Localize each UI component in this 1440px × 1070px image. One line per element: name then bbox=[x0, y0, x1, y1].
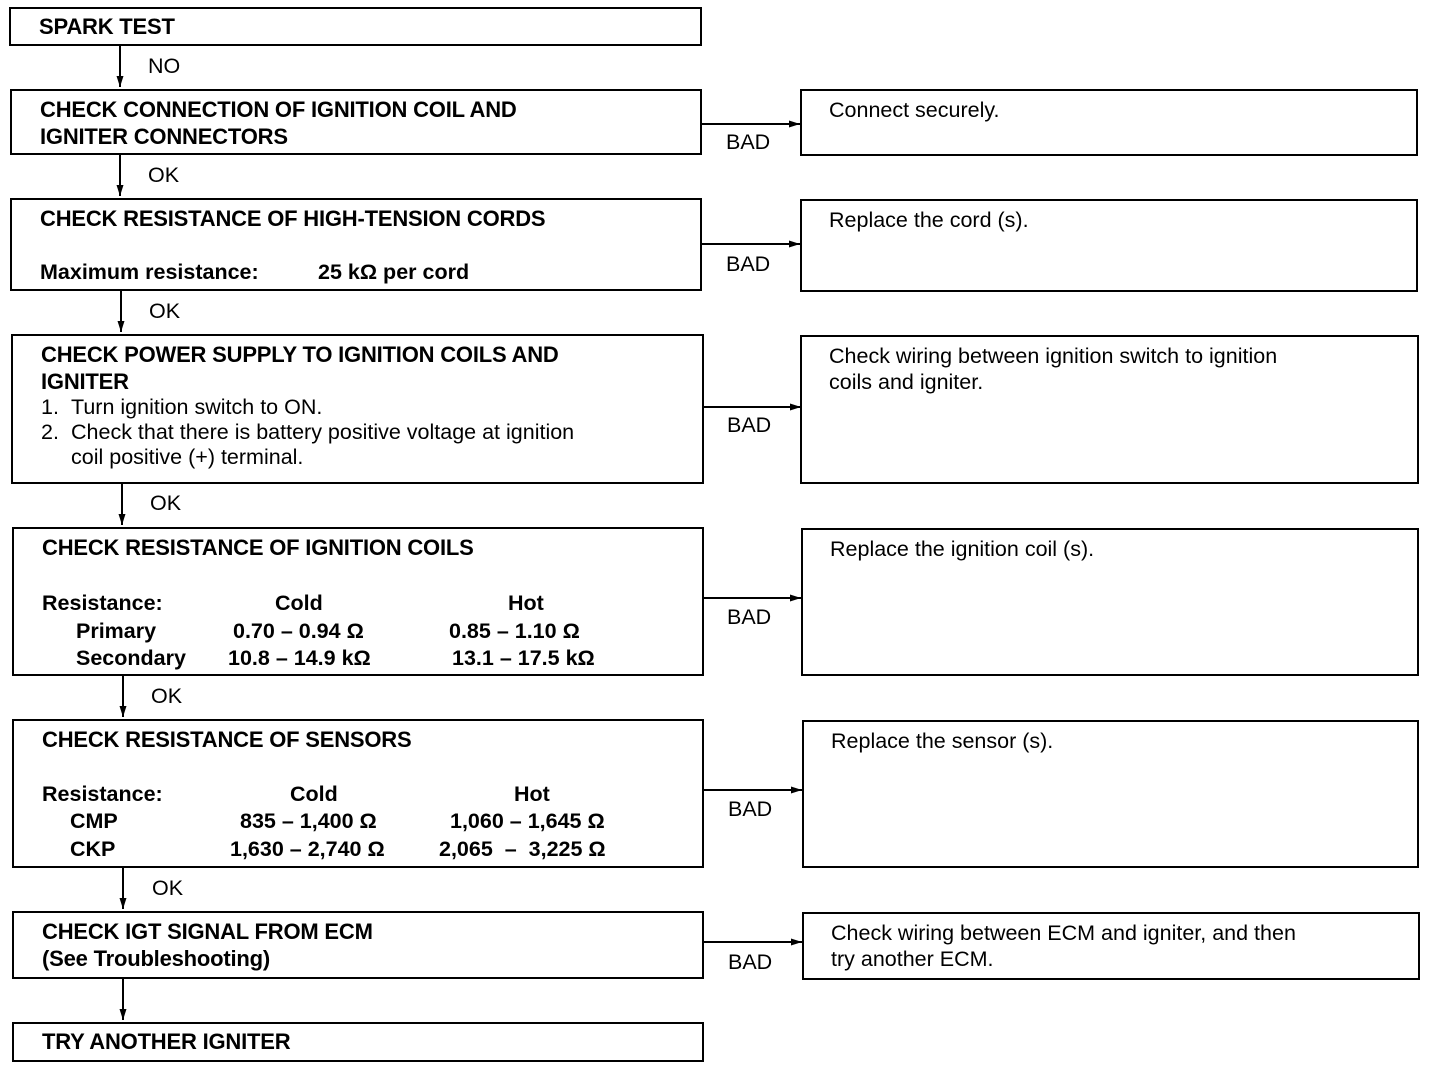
final-title: TRY ANOTHER IGNITER bbox=[42, 1029, 291, 1054]
step-4-row-2-hot: 13.1 – 17.5 kΩ bbox=[452, 646, 595, 670]
step-5-row-1-name: CMP bbox=[70, 809, 118, 833]
step-5-row-2-cold: 1,630 – 2,740 Ω bbox=[230, 837, 385, 861]
step-1-title-line1: CHECK CONNECTION OF IGNITION COIL AND bbox=[40, 97, 517, 122]
step-2-solution-box bbox=[800, 199, 1418, 292]
step-4-row-1-name: Primary bbox=[76, 619, 157, 643]
step-4-col-cold: Cold bbox=[275, 591, 323, 615]
step-4-col-hot: Hot bbox=[508, 591, 544, 615]
spark-test-box bbox=[9, 7, 702, 46]
step-6-solution-line2: try another ECM. bbox=[831, 947, 994, 971]
step-6-box bbox=[12, 911, 704, 979]
step-2-box bbox=[10, 198, 702, 291]
step-4-solution-box bbox=[801, 528, 1419, 676]
step-2-title: CHECK RESISTANCE OF HIGH-TENSION CORDS bbox=[40, 206, 546, 231]
step-5-solution: Replace the sensor (s). bbox=[831, 729, 1054, 753]
step-1-solution: Connect securely. bbox=[829, 98, 1000, 122]
step-5-col-hot: Hot bbox=[514, 782, 550, 806]
step-4-label: Resistance: bbox=[42, 591, 163, 615]
step-6-solution-line1: Check wiring between ECM and igniter, and then bbox=[831, 921, 1296, 945]
step-2-spec-label: Maximum resistance: bbox=[40, 260, 259, 284]
step-1-box bbox=[10, 89, 702, 155]
label-bad-4: BAD bbox=[727, 605, 772, 629]
label-ok-1: OK bbox=[148, 163, 180, 187]
label-bad-6: BAD bbox=[728, 950, 773, 974]
label-ok-2: OK bbox=[149, 299, 181, 323]
step-3-solution-line1: Check wiring between ignition switch to ignition bbox=[829, 344, 1278, 368]
label-bad-1: BAD bbox=[726, 130, 771, 154]
step-4-row-2-name: Secondary bbox=[76, 646, 186, 670]
step-2-spec-value: 25 kΩ per cord bbox=[318, 260, 470, 284]
step-5-row-2-hot: 2,065 – 3,225 Ω bbox=[439, 837, 606, 861]
step-3-box bbox=[11, 334, 704, 484]
step-5-row-1-hot: 1,060 – 1,645 Ω bbox=[450, 809, 605, 833]
step-3-solution-line2: coils and igniter. bbox=[829, 370, 984, 394]
step-4-row-2-cold: 10.8 – 14.9 kΩ bbox=[228, 646, 371, 670]
label-ok-5: OK bbox=[152, 876, 184, 900]
step-4-title: CHECK RESISTANCE OF IGNITION COILS bbox=[42, 535, 474, 560]
step-5-row-2-name: CKP bbox=[70, 837, 116, 861]
step-3-item-2: 2. Check that there is battery positive voltage at ignition coil positive (+) terminal. bbox=[41, 420, 575, 469]
step-6-title-line2: (See Troubleshooting) bbox=[42, 946, 271, 971]
step-5-col-cold: Cold bbox=[290, 782, 338, 806]
step-3-solution-box bbox=[800, 335, 1419, 484]
step-3-title-line2: IGNITER bbox=[41, 369, 129, 394]
step-5-row-1-cold: 835 – 1,400 Ω bbox=[240, 809, 377, 833]
label-bad-2: BAD bbox=[726, 252, 771, 276]
label-ok-3: OK bbox=[150, 491, 182, 515]
final-box bbox=[12, 1022, 704, 1062]
step-5-label: Resistance: bbox=[42, 782, 163, 806]
label-ok-4: OK bbox=[151, 684, 183, 708]
step-4-solution: Replace the ignition coil (s). bbox=[830, 537, 1095, 561]
step-4-box bbox=[12, 527, 704, 676]
step-1-solution-box bbox=[800, 89, 1418, 156]
label-bad-3: BAD bbox=[727, 413, 772, 437]
label-bad-5: BAD bbox=[728, 797, 773, 821]
step-4-row-1-hot: 0.85 – 1.10 Ω bbox=[449, 619, 580, 643]
step-6-solution-box bbox=[802, 912, 1420, 980]
step-5-solution-box bbox=[802, 720, 1419, 868]
step-6-title-line1: CHECK IGT SIGNAL FROM ECM bbox=[42, 919, 373, 944]
step-1-title-line2: IGNITER CONNECTORS bbox=[40, 124, 288, 149]
step-3-title-line1: CHECK POWER SUPPLY TO IGNITION COILS AND bbox=[41, 342, 559, 367]
step-5-box bbox=[12, 719, 704, 868]
step-2-solution: Replace the cord (s). bbox=[829, 208, 1029, 232]
step-5-title: CHECK RESISTANCE OF SENSORS bbox=[42, 727, 412, 752]
step-3-item-1: 1. Turn ignition switch to ON. bbox=[41, 395, 323, 419]
spark-test-title: SPARK TEST bbox=[39, 14, 175, 39]
label-no: NO bbox=[148, 54, 181, 78]
step-4-row-1-cold: 0.70 – 0.94 Ω bbox=[233, 619, 364, 643]
